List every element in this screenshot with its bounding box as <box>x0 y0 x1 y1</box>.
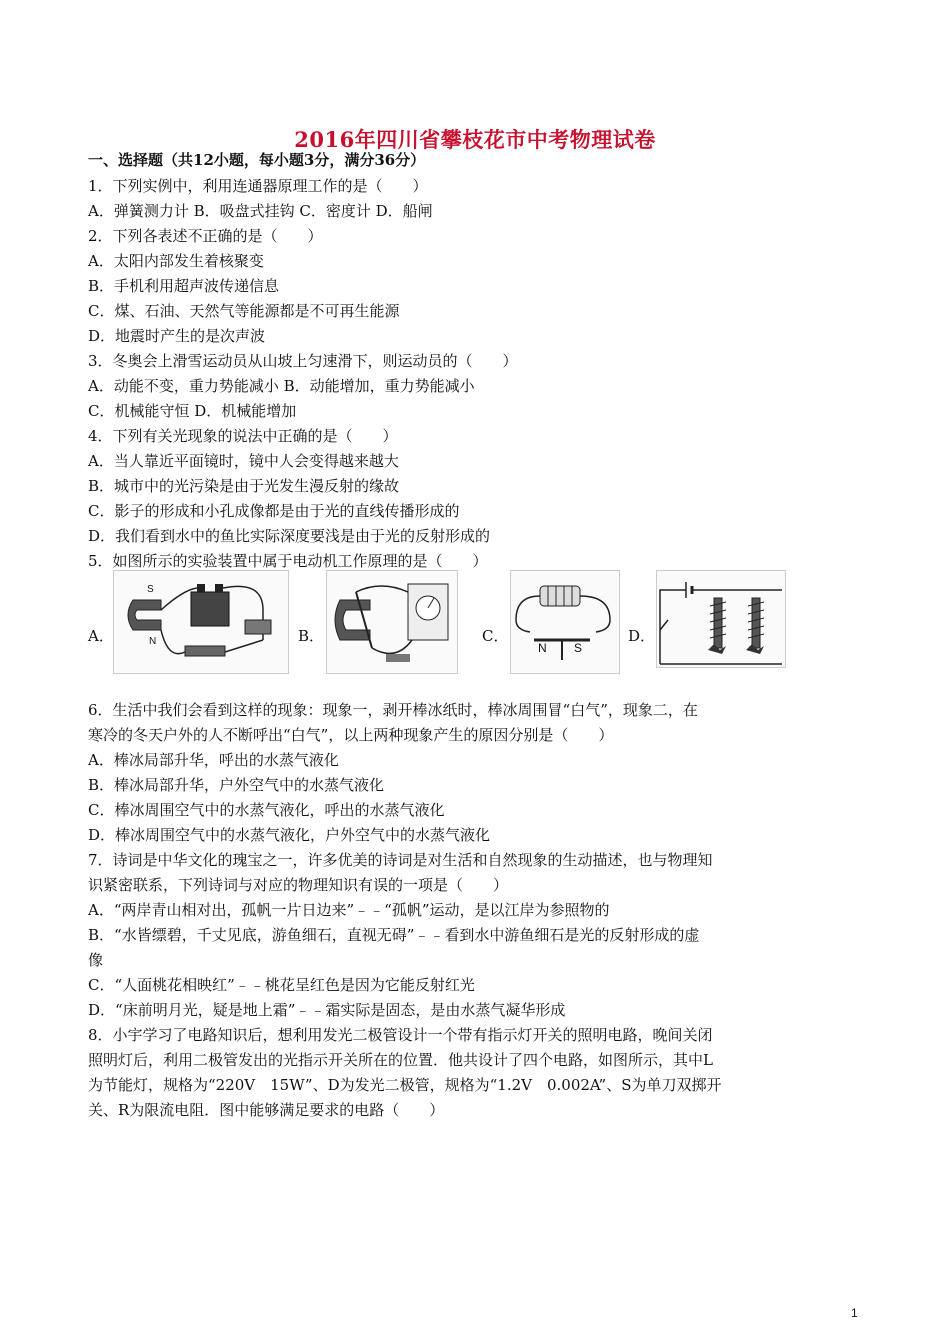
q5-label-b: B． <box>298 627 325 645</box>
q6-option-d: D．棒冰周围空气中的水蒸气液化，户外空气中的水蒸气液化 <box>88 826 491 844</box>
q6-stem-line1: 6．生活中我们会看到这样的现象：现象一，剥开棒冰纸时，棒冰周围冒“白气”，现象二，在 <box>88 701 698 719</box>
fig-c-n-label: N <box>538 641 547 655</box>
q7-option-b-line2: 像 <box>88 951 104 969</box>
q5-label-d: D． <box>628 627 656 645</box>
q5-label-c: C． <box>482 627 509 645</box>
section-heading: 一、选择题（共12小题，每小题3分，满分36分） <box>88 151 426 169</box>
q5-figure-b <box>326 570 458 674</box>
q4-option-b: B．城市中的光污染是由于光发生漫反射的缘故 <box>88 477 400 495</box>
q8-stem-line4: 关、R为限流电阻．图中能够满足要求的电路（ ） <box>88 1101 445 1119</box>
q2-option-b: B．手机利用超声波传递信息 <box>88 277 280 295</box>
q4-option-d: D．我们看到水中的鱼比实际深度要浅是由于光的反射形成的 <box>88 527 491 545</box>
q8-stem-line2: 照明灯后，利用二极管发出的光指示开关所在的位置．他共设计了四个电路，如图所示，其中L <box>88 1051 713 1069</box>
q5-figure-d <box>656 570 786 668</box>
q6-option-a: A．棒冰局部升华，呼出的水蒸气液化 <box>88 751 339 769</box>
q5-figure-c <box>510 570 620 674</box>
exam-title: 2016年四川省攀枝花市中考物理试卷 <box>294 127 656 152</box>
q3-options-cd: C．机械能守恒 D．机械能增加 <box>88 402 297 420</box>
page-number: 1 <box>851 1306 858 1320</box>
q7-option-a: A．“两岸青山相对出，孤帆一片日边来”﹣﹣“孤帆”运动，是以江岸为参照物的 <box>88 901 610 919</box>
q4-option-a: A．当人靠近平面镜时，镜中人会变得越来越大 <box>88 452 399 470</box>
q6-option-c: C．棒冰周围空气中的水蒸气液化，呼出的水蒸气液化 <box>88 801 445 819</box>
q6-option-b: B．棒冰局部升华，户外空气中的水蒸气液化 <box>88 776 385 794</box>
q2-option-d: D．地震时产生的是次声波 <box>88 327 266 345</box>
q7-option-b-line1: B．“水皆缥碧，千丈见底，游鱼细石，直视无碍”﹣﹣看到水中游鱼细石是光的反射形成的虚 <box>88 926 700 944</box>
q3-stem: 3．冬奥会上滑雪运动员从山坡上匀速滑下，则运动员的（ ） <box>88 352 518 370</box>
q3-options-ab: A．动能不变，重力势能减小 B．动能增加，重力势能减小 <box>88 377 475 395</box>
q7-option-c: C．“人面桃花相映红”﹣﹣桃花呈红色是因为它能反射红光 <box>88 976 475 994</box>
q5-label-a: A． <box>88 627 114 645</box>
fig-a-s-label: S <box>147 584 154 595</box>
q8-stem-line3: 为节能灯，规格为“220V 15W”、D为发光二极管，规格为“1.2V 0.002A”、S为单刀双掷开 <box>88 1076 722 1094</box>
q2-stem: 2．下列各表述不正确的是（ ） <box>88 227 323 245</box>
fig-c-s-label: S <box>574 641 583 655</box>
q7-stem-line1: 7．诗词是中华文化的瑰宝之一，许多优美的诗词是对生活和自然现象的生动描述，也与物理知 <box>88 851 713 869</box>
q2-option-a: A．太阳内部发生着核聚变 <box>88 252 264 270</box>
q1-stem: 1．下列实例中，利用连通器原理工作的是（ ） <box>88 177 428 195</box>
q5-stem: 5．如图所示的实验装置中属于电动机工作原理的是（ ） <box>88 552 488 570</box>
fig-a-n-label: N <box>149 636 157 647</box>
q7-option-d: D．“床前明月光，疑是地上霜”﹣﹣霜实际是固态，是由水蒸气凝华形成 <box>88 1001 566 1019</box>
q5-figure-a <box>113 570 289 674</box>
q4-option-c: C．影子的形成和小孔成像都是由于光的直线传播形成的 <box>88 502 460 520</box>
q1-options: A．弹簧测力计 B．吸盘式挂钩 C．密度计 D．船闸 <box>88 202 433 220</box>
q2-option-c: C．煤、石油、天然气等能源都是不可再生能源 <box>88 302 400 320</box>
q4-stem: 4．下列有关光现象的说法中正确的是（ ） <box>88 427 398 445</box>
q8-stem-line1: 8．小宇学习了电路知识后，想利用发光二极管设计一个带有指示灯开关的照明电路，晚间关闭 <box>88 1026 713 1044</box>
q6-stem-line2: 寒冷的冬天户外的人不断呼出“白气”，以上两种现象产生的原因分别是（ ） <box>88 726 614 744</box>
q7-stem-line2: 识紧密联系，下列诗词与对应的物理知识有误的一项是（ ） <box>88 876 509 894</box>
